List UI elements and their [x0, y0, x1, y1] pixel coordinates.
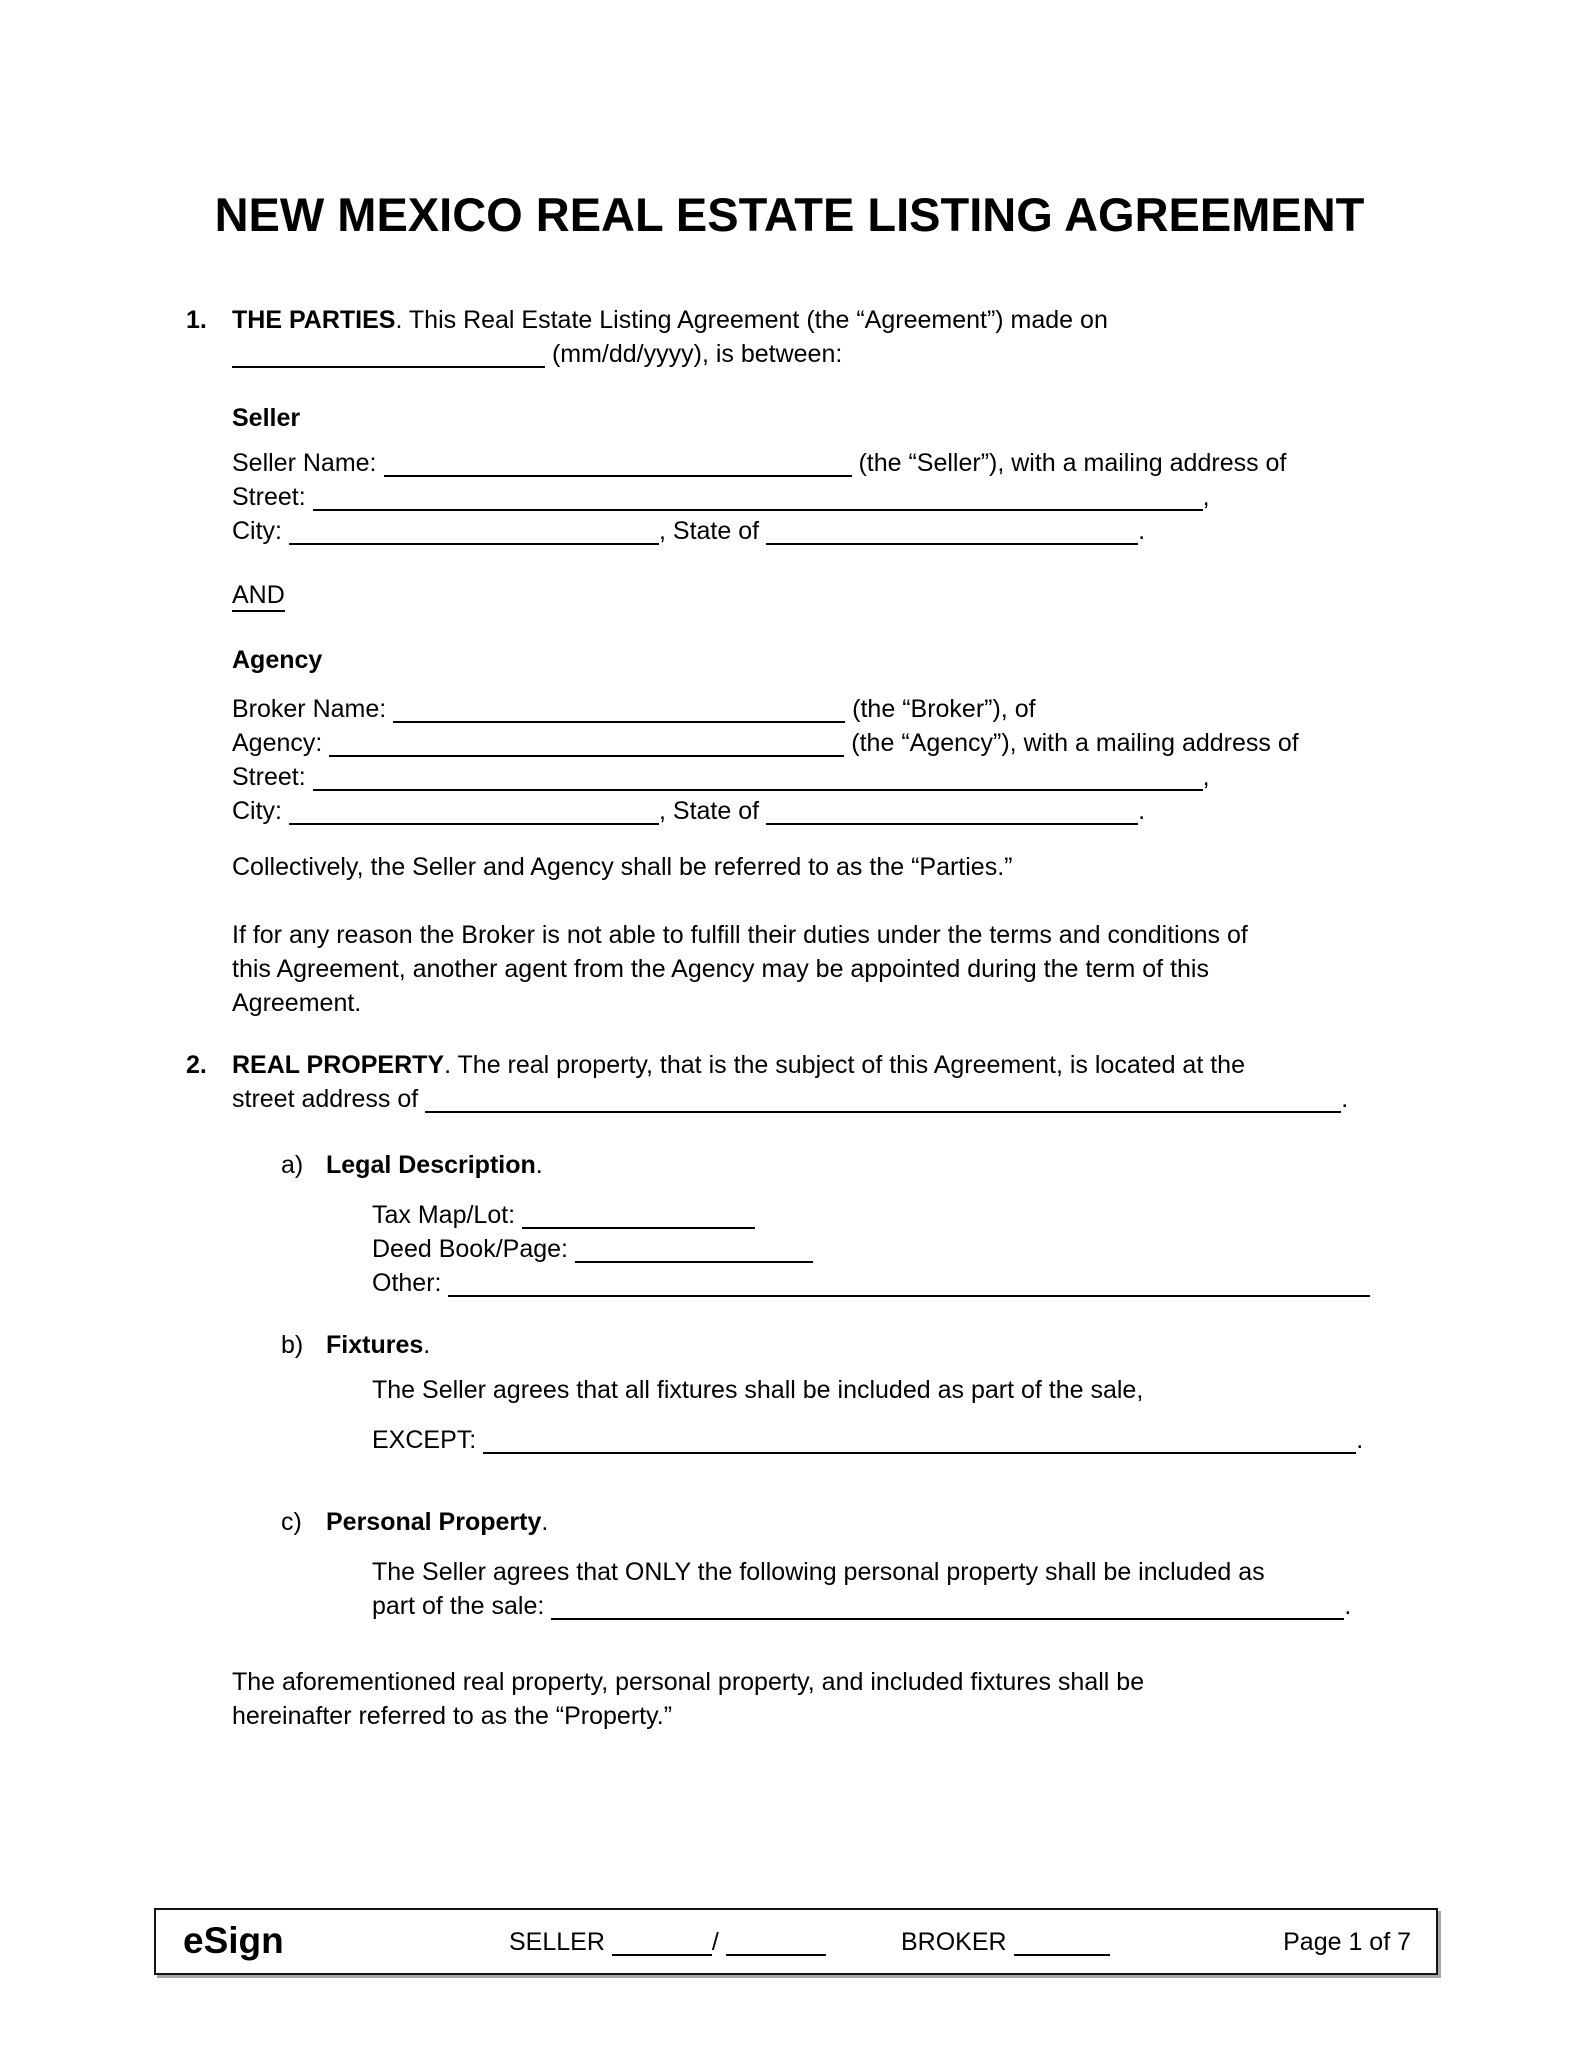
agreement-date-blank[interactable]	[232, 338, 545, 368]
seller-state-blank[interactable]	[766, 515, 1138, 545]
section-2-heading: REAL PROPERTY	[232, 1051, 445, 1079]
legal-description-fields	[372, 1198, 1370, 1300]
section-1-heading: THE PARTIES	[232, 306, 396, 334]
subsection-c-letter: c)	[281, 1508, 302, 1536]
document-title: NEW MEXICO REAL ESTATE LISTING AGREEMENT	[214, 188, 1365, 241]
subsection-a-letter: a)	[281, 1151, 304, 1179]
agency-name-suffix: (the “Agency”), with a mailing address of	[844, 729, 1299, 757]
footer-broker-initials	[901, 1925, 1110, 1959]
footer-seller-initial-blank-1[interactable]	[612, 1930, 712, 1956]
broker-name-label: Broker Name:	[232, 695, 387, 723]
agency-name-blank[interactable]	[329, 727, 844, 757]
section-2-line-1	[186, 1048, 1348, 1082]
agency-details	[232, 692, 1299, 828]
footer-broker-initial-blank[interactable]	[1014, 1930, 1110, 1956]
collectively-paragraph: Collectively, the Seller and Agency shall be referred to as the “Parties.”	[232, 853, 1013, 881]
other-row	[372, 1266, 1370, 1300]
seller-city-row: City: , State of .	[232, 517, 1146, 545]
agency-street-blank[interactable]	[313, 761, 1203, 791]
seller-name-label: Seller Name:	[232, 449, 377, 477]
section-2-line-2: street address of .	[232, 1085, 1349, 1113]
tax-map-lot-row	[372, 1198, 1370, 1232]
section-2-real-property	[186, 1048, 1348, 1116]
footer-seller-initial-blank-2[interactable]	[726, 1930, 826, 1956]
footer-seller-label: SELLER	[509, 1928, 605, 1956]
seller-city-blank[interactable]	[289, 515, 659, 545]
footer-page-number: Page 1 of 7	[1283, 1928, 1411, 1956]
agency-state-blank[interactable]	[766, 795, 1138, 825]
agency-street-row: Street: ,	[232, 763, 1210, 791]
deed-book-page-blank[interactable]	[575, 1233, 813, 1263]
deed-book-page-label: Deed Book/Page:	[372, 1235, 568, 1263]
seller-heading: Seller	[232, 404, 301, 432]
seller-street-row: Street: ,	[232, 483, 1210, 511]
agency-city-label: City:	[232, 797, 282, 825]
esign-logo: eSign	[183, 1920, 284, 1961]
personal-property-body: The Seller agrees that ONLY the following personal property shall be included as part of the sale: .	[372, 1555, 1351, 1623]
agency-street-label: Street:	[232, 763, 306, 791]
seller-city-label: City:	[232, 517, 282, 545]
deed-book-page-row	[372, 1232, 1370, 1266]
footer-slash: /	[711, 1928, 719, 1956]
seller-name-blank[interactable]	[384, 447, 852, 477]
page-footer	[154, 1908, 1438, 1975]
agency-heading: Agency	[232, 646, 323, 674]
personal-property-row: part of the sale: .	[372, 1592, 1352, 1620]
tax-map-lot-blank[interactable]	[522, 1199, 755, 1229]
seller-name-suffix: (the “Seller”), with a mailing address of	[851, 449, 1287, 477]
subsection-b-letter: b)	[281, 1331, 304, 1359]
fixtures-body: The Seller agrees that all fixtures shall be included as part of the sale,	[372, 1376, 1144, 1404]
broker-name-suffix: (the “Broker”), of	[845, 695, 1036, 723]
agency-name-row	[232, 726, 1299, 760]
section-1-parties	[186, 303, 1108, 371]
section-2-number: 2.	[186, 1051, 207, 1079]
except-label: EXCEPT:	[372, 1426, 477, 1454]
subsection-a-heading: a) Legal Description.	[281, 1148, 543, 1182]
and-separator: AND	[232, 578, 285, 612]
seller-name-row	[232, 446, 1286, 480]
section-2-text: . The real property, that is the subject of this Agreement, is located at the	[444, 1051, 1245, 1079]
section-1-text: . This Real Estate Listing Agreement (the “Agreement”) made on	[395, 306, 1108, 334]
broker-substitution-paragraph: If for any reason the Broker is not able to fulfill their duties under the terms and conditions of this Agreement, another agent from the Agency may be appointed during the term of this Agreement.	[232, 921, 1248, 1017]
street-address-blank[interactable]	[425, 1083, 1341, 1113]
other-blank[interactable]	[448, 1267, 1370, 1297]
except-blank[interactable]	[483, 1424, 1356, 1454]
except-row: EXCEPT: .	[372, 1426, 1364, 1454]
section-1-line-1	[186, 303, 1108, 337]
other-label: Other:	[372, 1269, 442, 1297]
seller-details	[232, 446, 1286, 548]
seller-street-label: Street:	[232, 483, 306, 511]
subsection-c-heading: c) Personal Property.	[281, 1505, 548, 1539]
section-1-line-2	[232, 337, 1108, 371]
footer-seller-initials	[509, 1925, 826, 1959]
date-format-hint: (mm/dd/yyyy), is between:	[545, 340, 843, 368]
agency-city-blank[interactable]	[289, 795, 659, 825]
broker-name-row	[232, 692, 1299, 726]
personal-property-blank[interactable]	[551, 1590, 1344, 1620]
property-closing-paragraph: The aforementioned real property, personal property, and included fixtures shall be hereinafter referred to as the “Property.”	[232, 1668, 1145, 1730]
subsection-b-heading: b) Fixtures.	[281, 1328, 430, 1362]
footer-broker-label: BROKER	[901, 1928, 1007, 1956]
agency-city-row: City: , State of .	[232, 797, 1146, 825]
broker-name-blank[interactable]	[393, 693, 845, 723]
tax-map-lot-label: Tax Map/Lot:	[372, 1201, 516, 1229]
seller-street-blank[interactable]	[313, 481, 1203, 511]
agency-name-label: Agency:	[232, 729, 323, 757]
section-1-number: 1.	[186, 306, 207, 334]
